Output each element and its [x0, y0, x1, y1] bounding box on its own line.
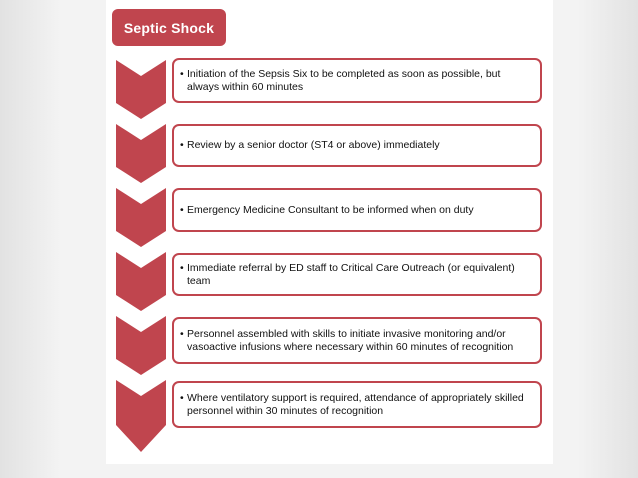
chevron-6 — [116, 380, 166, 452]
step-box-4 — [172, 253, 542, 296]
step-box-3 — [172, 188, 542, 232]
chevron-1 — [116, 60, 166, 119]
step-box-6 — [172, 381, 542, 428]
step-box-1 — [172, 58, 542, 103]
chevron-5 — [116, 316, 166, 375]
title-text: Septic Shock — [123, 19, 215, 36]
chevron-3 — [116, 188, 166, 247]
chevron-4 — [116, 252, 166, 311]
step-text-2: • Review by a senior doctor (ST4 or above) immediately — [180, 139, 440, 152]
step-box-2 — [172, 124, 542, 167]
step-text-5: • Personnel assembled with skills to initiate invasive monitoring and/or vasoactive infusions where necessary within 60 minutes of recognition — [180, 328, 532, 354]
chevron-2 — [116, 124, 166, 183]
step-text-6: • Where ventilatory support is required, attendance of appropriately skilled personnel within 30 minutes of recognition — [180, 392, 532, 418]
step-text-1: • Initiation of the Sepsis Six to be completed as soon as possible, but always within 60 minutes — [180, 68, 532, 94]
step-text-3: • Emergency Medicine Consultant to be informed when on duty — [180, 204, 474, 217]
title-banner — [112, 9, 226, 46]
step-text-4: • Immediate referral by ED staff to Critical Care Outreach (or equivalent) team — [180, 262, 532, 288]
step-box-5 — [172, 317, 542, 364]
